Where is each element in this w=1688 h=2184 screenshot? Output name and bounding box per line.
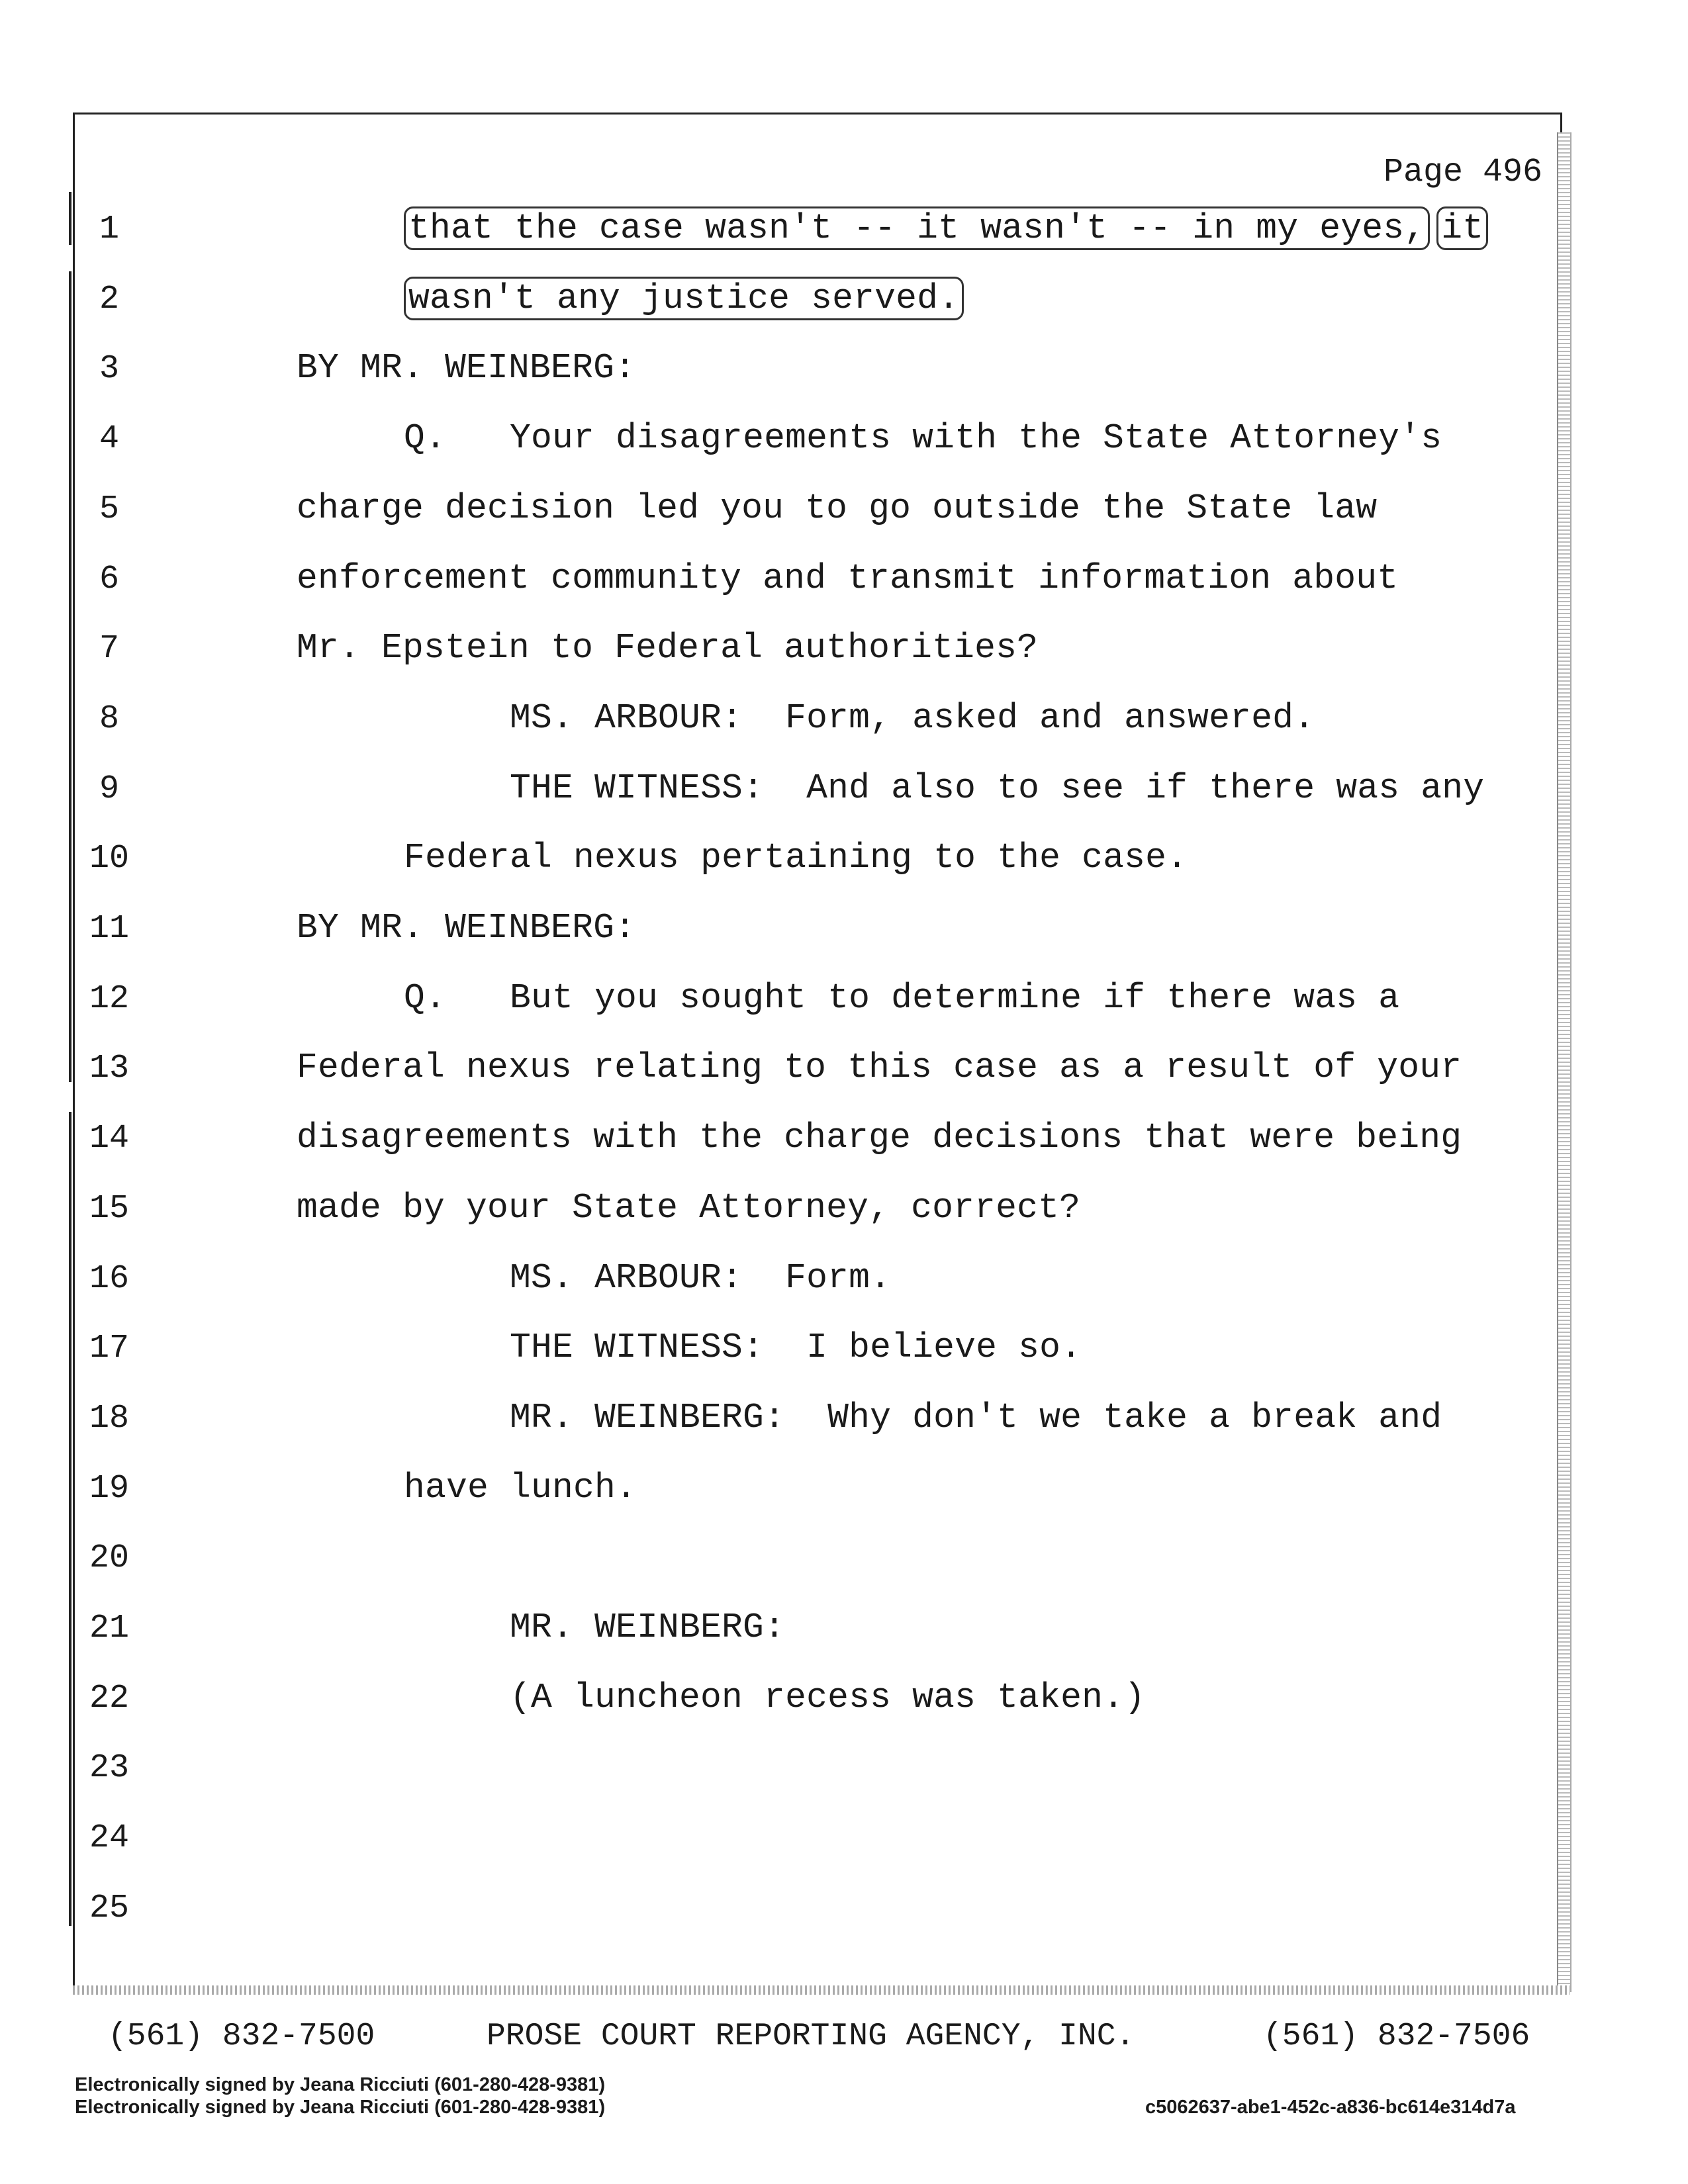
transcript-line: BY MR. WEINBERG: [297,348,636,388]
footer-phone-left: (561) 832-7500 [108,2019,375,2054]
line-number: 25 [89,1889,129,1927]
line-number: 14 [89,1120,129,1158]
transcript-line: MS. ARBOUR: Form, asked and answered. [510,698,1315,738]
line-number: 21 [89,1610,129,1647]
line-number: 3 [99,350,119,388]
frame-right-edge [1557,132,1571,1992]
transcript-line: Q. Your disagreements with the State Attorney's [404,418,1442,459]
transcript-line: THE WITNESS: I believe so. [510,1328,1082,1368]
document-hash: c5062637-abe1-452c-a836-bc614e314d7a [1145,2097,1516,2118]
transcript-line [404,208,1495,248]
line-number: 17 [89,1330,129,1368]
line-number: 10 [89,840,129,878]
transcript-line: have lunch. [404,1467,637,1508]
transcript-line: charge decision led you to go outside the State law [297,488,1378,528]
line-number: 15 [89,1189,129,1228]
line-number: 12 [89,979,129,1018]
line-number: 9 [99,770,119,808]
transcript-line: Mr. Epstein to Federal authorities? [297,628,1039,668]
transcript-line: disagreements with the charge decisions that were being [297,1118,1462,1158]
line-number: 11 [89,910,129,948]
line-number: 4 [99,420,119,459]
line-number: 7 [99,630,119,668]
transcript-line: (A luncheon recess was taken.) [510,1677,1146,1717]
line-number: 8 [99,700,119,738]
line-number: 18 [89,1399,129,1437]
transcript-line: Federal nexus pertaining to the case. [404,838,1188,878]
highlighted-phrase: that the case wasn't -- it wasn't -- in my eyes, [404,206,1430,250]
transcript-line: Federal nexus relating to this case as a result of your [297,1048,1462,1088]
transcript-line: MR. WEINBERG: [510,1608,786,1647]
line-number: 1 [99,210,119,248]
line-number: 19 [89,1469,129,1508]
highlighted-phrase: it [1436,206,1488,250]
line-number: 23 [89,1749,129,1788]
transcript-line: THE WITNESS: And also to see if there was any [510,768,1485,808]
line-number: 24 [89,1819,129,1858]
footer-phone-right: (561) 832-7506 [1263,2019,1530,2054]
e-signature-line: Electronically signed by Jeana Ricciuti (601-280-428-9381) [75,2097,606,2118]
margin-bar [69,192,71,245]
line-number: 6 [99,560,119,598]
line-number: 20 [89,1539,129,1578]
frame-bottom-edge [73,1985,1570,1995]
e-signature-line: Electronically signed by Jeana Ricciuti (601-280-428-9381) [75,2074,606,2095]
line-number: 22 [89,1679,129,1717]
transcript-line: BY MR. WEINBERG: [297,908,636,948]
transcript-line: made by your State Attorney, correct? [297,1187,1081,1228]
margin-bar [69,1112,71,1926]
line-number: 5 [99,490,119,528]
transcript-line: Q. But you sought to determine if there was a [404,978,1400,1018]
transcript-line: MR. WEINBERG: Why don't we take a break and [510,1397,1442,1437]
footer-agency: PROSE COURT REPORTING AGENCY, INC. [487,2019,1135,2054]
transcript-line: enforcement community and transmit information about [297,558,1399,598]
highlighted-phrase: wasn't any justice served. [404,277,964,320]
line-number: 16 [89,1259,129,1298]
margin-bar [69,271,71,1082]
transcript-line [404,279,970,318]
line-number: 13 [89,1050,129,1088]
page-number: Page 496 [1383,154,1542,191]
transcript-line: MS. ARBOUR: Form. [510,1257,892,1298]
line-number: 2 [99,280,119,318]
